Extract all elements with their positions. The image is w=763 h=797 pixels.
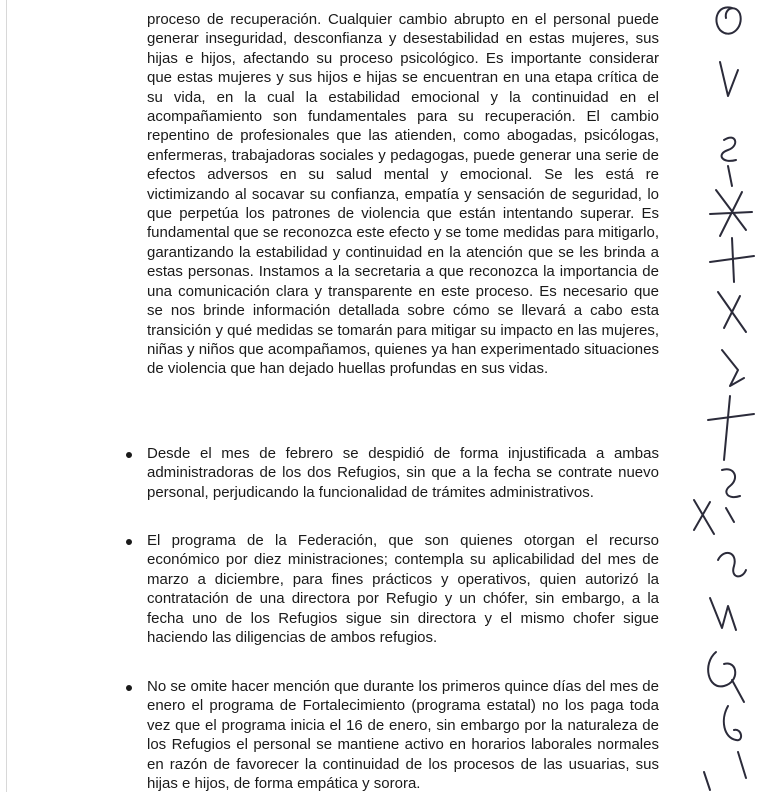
- signature-mark: [722, 138, 736, 186]
- signature-mark: [724, 706, 746, 778]
- bullet-text: Desde el mes de febrero se despidió de forma injustificada a ambas administradoras de los dos Refugios, sin que a la fecha se contrate nuevo personal, perjudicando la funcionalidad de trámites administrativos.: [147, 445, 659, 501]
- signature-mark: [718, 553, 746, 577]
- signature-mark: [710, 190, 752, 236]
- bullet-icon: [126, 539, 132, 545]
- signature-mark: [708, 652, 744, 702]
- bullet-icon: [126, 452, 132, 458]
- bullet-icon: [126, 685, 132, 691]
- signature-mark: [694, 500, 714, 534]
- signature-mark: [722, 350, 744, 386]
- intro-paragraph: proceso de recuperación. Cualquier cambio abrupto en el personal puede generar inseguridad, desconfianza y desestabilidad en estas mujeres, sus hijas e hijos, afectando su proceso psicológico. Es importante considerar que estas mujeres y sus hijos e hijas se encuentran en una etapa crítica de su vida, en la cual la estabilidad emocional y la continuidad en el acompañamiento son fundamentales para su recuperación. El cambio repentino de profesionales que las atienden, como abogadas, psicólogas, enfermeras, trabajadoras sociales y pedagogas, puede generar una serie de efectos adversos en su salud mental y emocional. Se les está re victimizando al socavar su confianza, empatía y sensación de seguridad, lo que perpetúa los patrones de violencia que están intentando superar. Es fundamental que se reconozca este efecto y se tome medidas para mitigarlo, garantizando la estabilidad y continuidad en la atención que se les brinda a estas personas. Instamos a la secretaria a que reconozca la importancia de una comunicación clara y transparente en este proceso. Es necesario que se nos brinde información detallada sobre cómo se llevará a cabo esta transición y qué medidas se tomarán para mitigar su impacto en las mujeres, niñas y niños que acompañamos, quienes ya han experimentado situaciones de violencia que han dejado huellas profundas en sus vidas.: [147, 11, 659, 378]
- bullet-text: No se omite hacer mención que durante los primeros quince días del mes de enero el programa de Fortalecimiento (programa estatal) no los paga toda vez que el programa inicia el 16 de enero, sin embargo por la naturaleza de los Refugios el personal se mantiene activo en horarios laborales normales en razón de favorecer la continuidad de los procesos de las usuarias, sus hijas e hijos, de forma empática y sorora.: [147, 678, 659, 793]
- signature-mark: [718, 292, 746, 332]
- signature-mark: [710, 598, 736, 630]
- signature-mark: [710, 238, 754, 282]
- signature-mark: [704, 772, 710, 790]
- signature-mark: [722, 469, 740, 522]
- signature-mark: [716, 7, 740, 33]
- bullet-text: El programa de la Federación, que son quienes otorgan el recurso económico por diez ministraciones; contempla su aplicabilidad del mes de marzo a diciembre, para fines prácticos y operativos, quien autorizó la contratación de una directora por Refugio y un chófer, sin embargo, a la fecha uno de los Refugios sigue sin directora y el mismo chofer sigue haciendo las diligencias de ambos refugios.: [147, 532, 659, 647]
- signature-mark: [720, 62, 738, 96]
- handwritten-signatures-icon: [680, 0, 763, 792]
- signature-mark: [708, 396, 754, 460]
